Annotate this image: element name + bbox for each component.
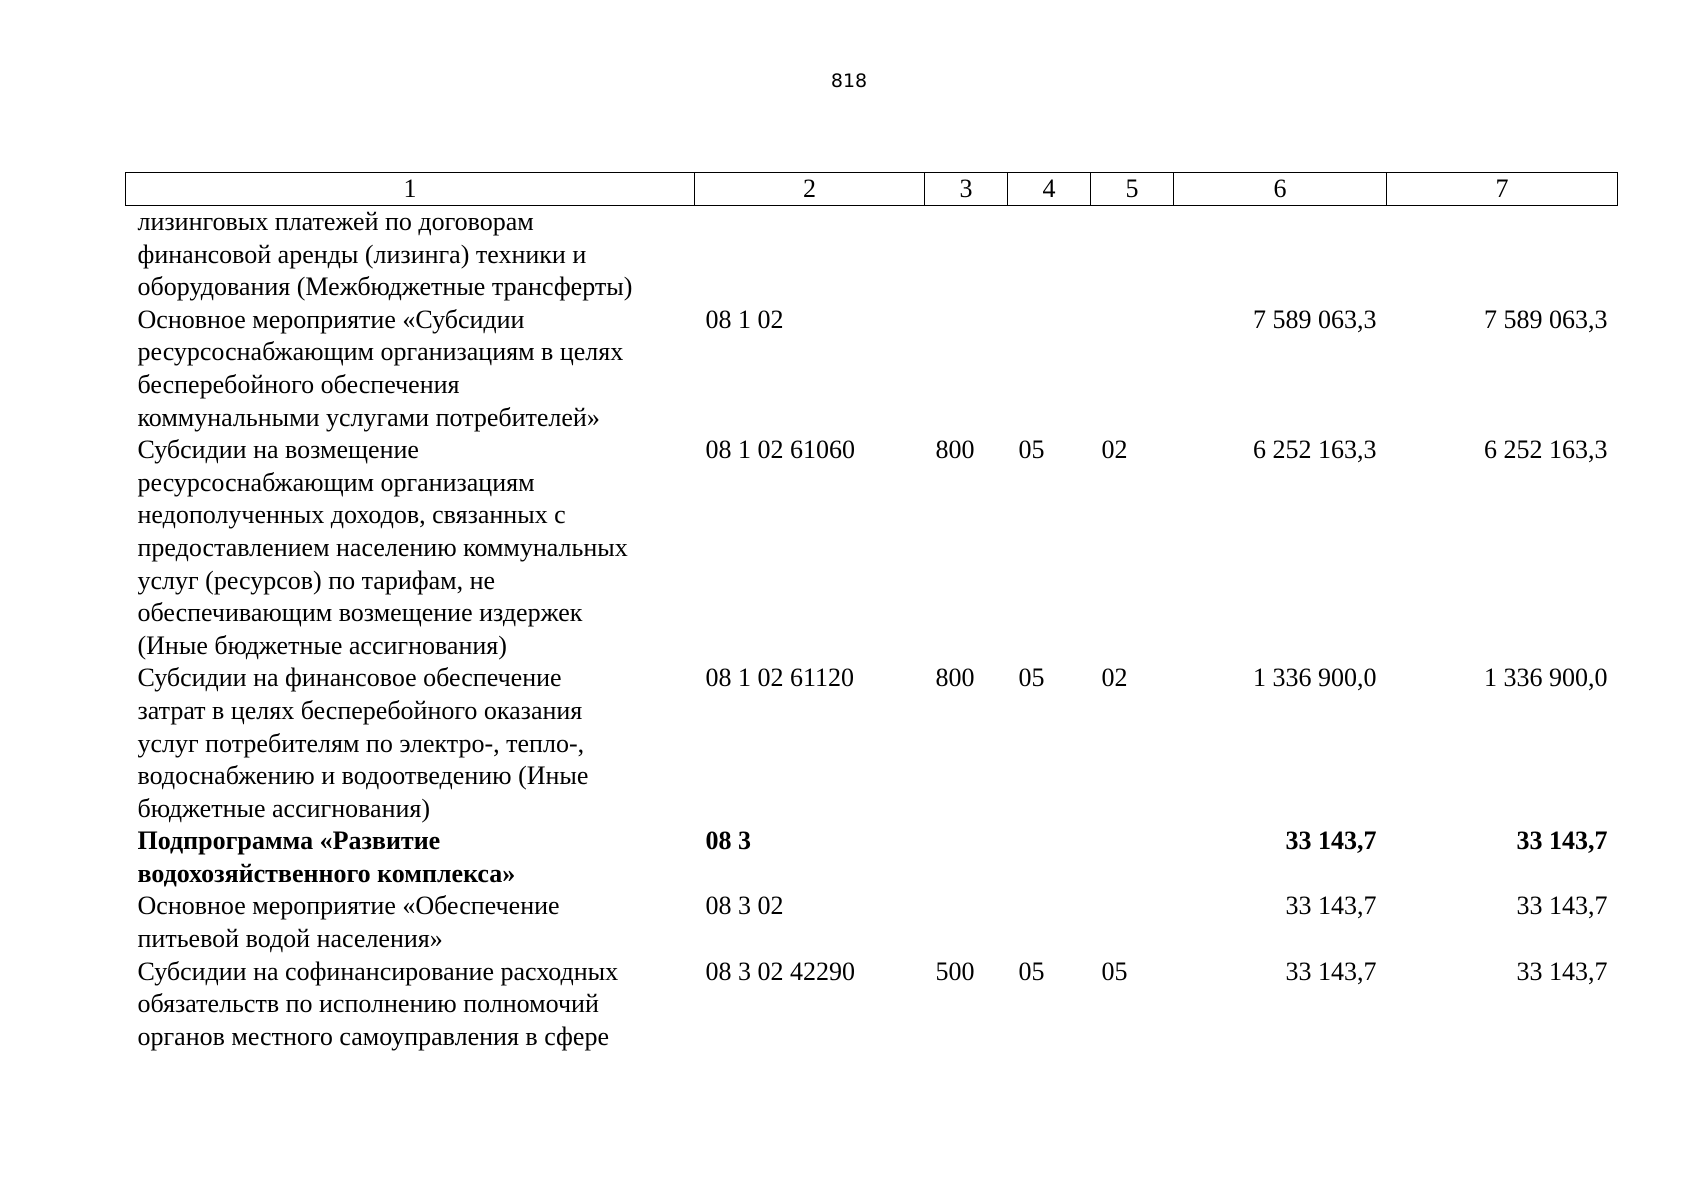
row-name: Субсидии на возмещение ресурсоснабжающим организациям недополученных доходов, связанных с предоставлением населению коммунальных услуг (ресурсов) по тарифам, не обеспечивающим возмещение издержек (Иные бюджетные ассигнования)	[137, 435, 628, 660]
budget-table	[125, 172, 1618, 1053]
row-target-code: 08 3 02 42290	[705, 956, 855, 986]
row-section	[1008, 890, 1091, 955]
row-subsection	[1091, 304, 1174, 434]
header-col-7: 7	[1387, 173, 1618, 206]
header-col-4: 4	[1008, 173, 1091, 206]
row-target-code: 08 1 02 61120	[705, 663, 855, 693]
table-row	[126, 304, 1618, 434]
row-amount-col-7: 1 336 900,0	[1484, 663, 1608, 693]
row-amount-col-6	[1174, 206, 1387, 304]
row-amount-col-7: 33 143,7	[1516, 891, 1608, 921]
row-amount-col-6: 33 143,7	[1285, 826, 1377, 856]
row-amount-col-6: 6 252 163,3	[1253, 435, 1377, 465]
table-row	[126, 434, 1618, 662]
row-section	[1008, 825, 1091, 890]
row-expense-type	[925, 304, 1008, 434]
table-row	[126, 825, 1618, 890]
row-expense-type	[925, 890, 1008, 955]
row-section: 05	[1018, 663, 1045, 693]
row-subsection	[1091, 825, 1174, 890]
table-body	[126, 206, 1618, 1054]
row-target-code: 08 1 02 61060	[705, 435, 855, 465]
row-subsection	[1091, 890, 1174, 955]
row-section	[1008, 206, 1091, 304]
row-expense-type: 800	[935, 435, 975, 465]
row-amount-col-7: 33 143,7	[1516, 956, 1608, 986]
row-amount-col-6: 33 143,7	[1285, 891, 1377, 921]
row-name: Основное мероприятие «Субсидии ресурсоснабжающим организациям в целях бесперебойного обеспечения коммунальными услугами потребителей»	[137, 304, 624, 432]
row-expense-type	[925, 206, 1008, 304]
row-amount-col-6: 7 589 063,3	[1253, 304, 1377, 334]
row-section: 05	[1018, 435, 1045, 465]
row-amount-col-7: 6 252 163,3	[1484, 435, 1608, 465]
row-target-code: 08 3	[705, 826, 751, 856]
row-name: Основное мероприятие «Обеспечение питьевой водой населения»	[137, 891, 560, 954]
row-subsection: 05	[1101, 956, 1128, 986]
row-amount-col-6: 33 143,7	[1285, 956, 1377, 986]
row-amount-col-6: 1 336 900,0	[1253, 663, 1377, 693]
row-name: Подпрограмма «Развитие водохозяйственного комплекса»	[137, 826, 516, 888]
row-target-code: 08 1 02	[705, 304, 784, 334]
row-name: Субсидии на софинансирование расходных обязательств по исполнению полномочий органов местного самоуправления в сфере	[137, 956, 619, 1051]
table-row	[126, 662, 1618, 825]
row-amount-col-7	[1387, 206, 1618, 304]
table-row	[126, 890, 1618, 955]
page-number: 818	[830, 70, 868, 92]
row-target-code: 08 3 02	[705, 891, 784, 921]
header-col-2: 2	[695, 173, 925, 206]
row-subsection: 02	[1101, 435, 1128, 465]
row-name: лизинговых платежей по договорам финансовой аренды (лизинга) техники и оборудования (Межбюджетные трансферты)	[137, 207, 633, 302]
row-subsection: 02	[1101, 663, 1128, 693]
row-section: 05	[1018, 956, 1045, 986]
header-row	[126, 173, 1618, 206]
row-expense-type: 800	[935, 663, 975, 693]
table-row	[126, 206, 1618, 304]
header-col-5: 5	[1091, 173, 1174, 206]
header-col-1: 1	[126, 173, 695, 206]
header-col-3: 3	[925, 173, 1008, 206]
row-name: Субсидии на финансовое обеспечение затрат в целях бесперебойного оказания услуг потребителям по электро-, тепло-, водоснабжению и водоотведению (Иные бюджетные ассигнования)	[137, 663, 589, 823]
row-target-code	[695, 206, 925, 304]
row-amount-col-7: 7 589 063,3	[1484, 304, 1608, 334]
header-col-6: 6	[1174, 173, 1387, 206]
row-expense-type	[925, 825, 1008, 890]
table-header	[126, 173, 1618, 206]
row-subsection	[1091, 206, 1174, 304]
table-row	[126, 956, 1618, 1054]
row-expense-type: 500	[935, 956, 975, 986]
row-section	[1008, 304, 1091, 434]
row-amount-col-7: 33 143,7	[1516, 826, 1608, 856]
